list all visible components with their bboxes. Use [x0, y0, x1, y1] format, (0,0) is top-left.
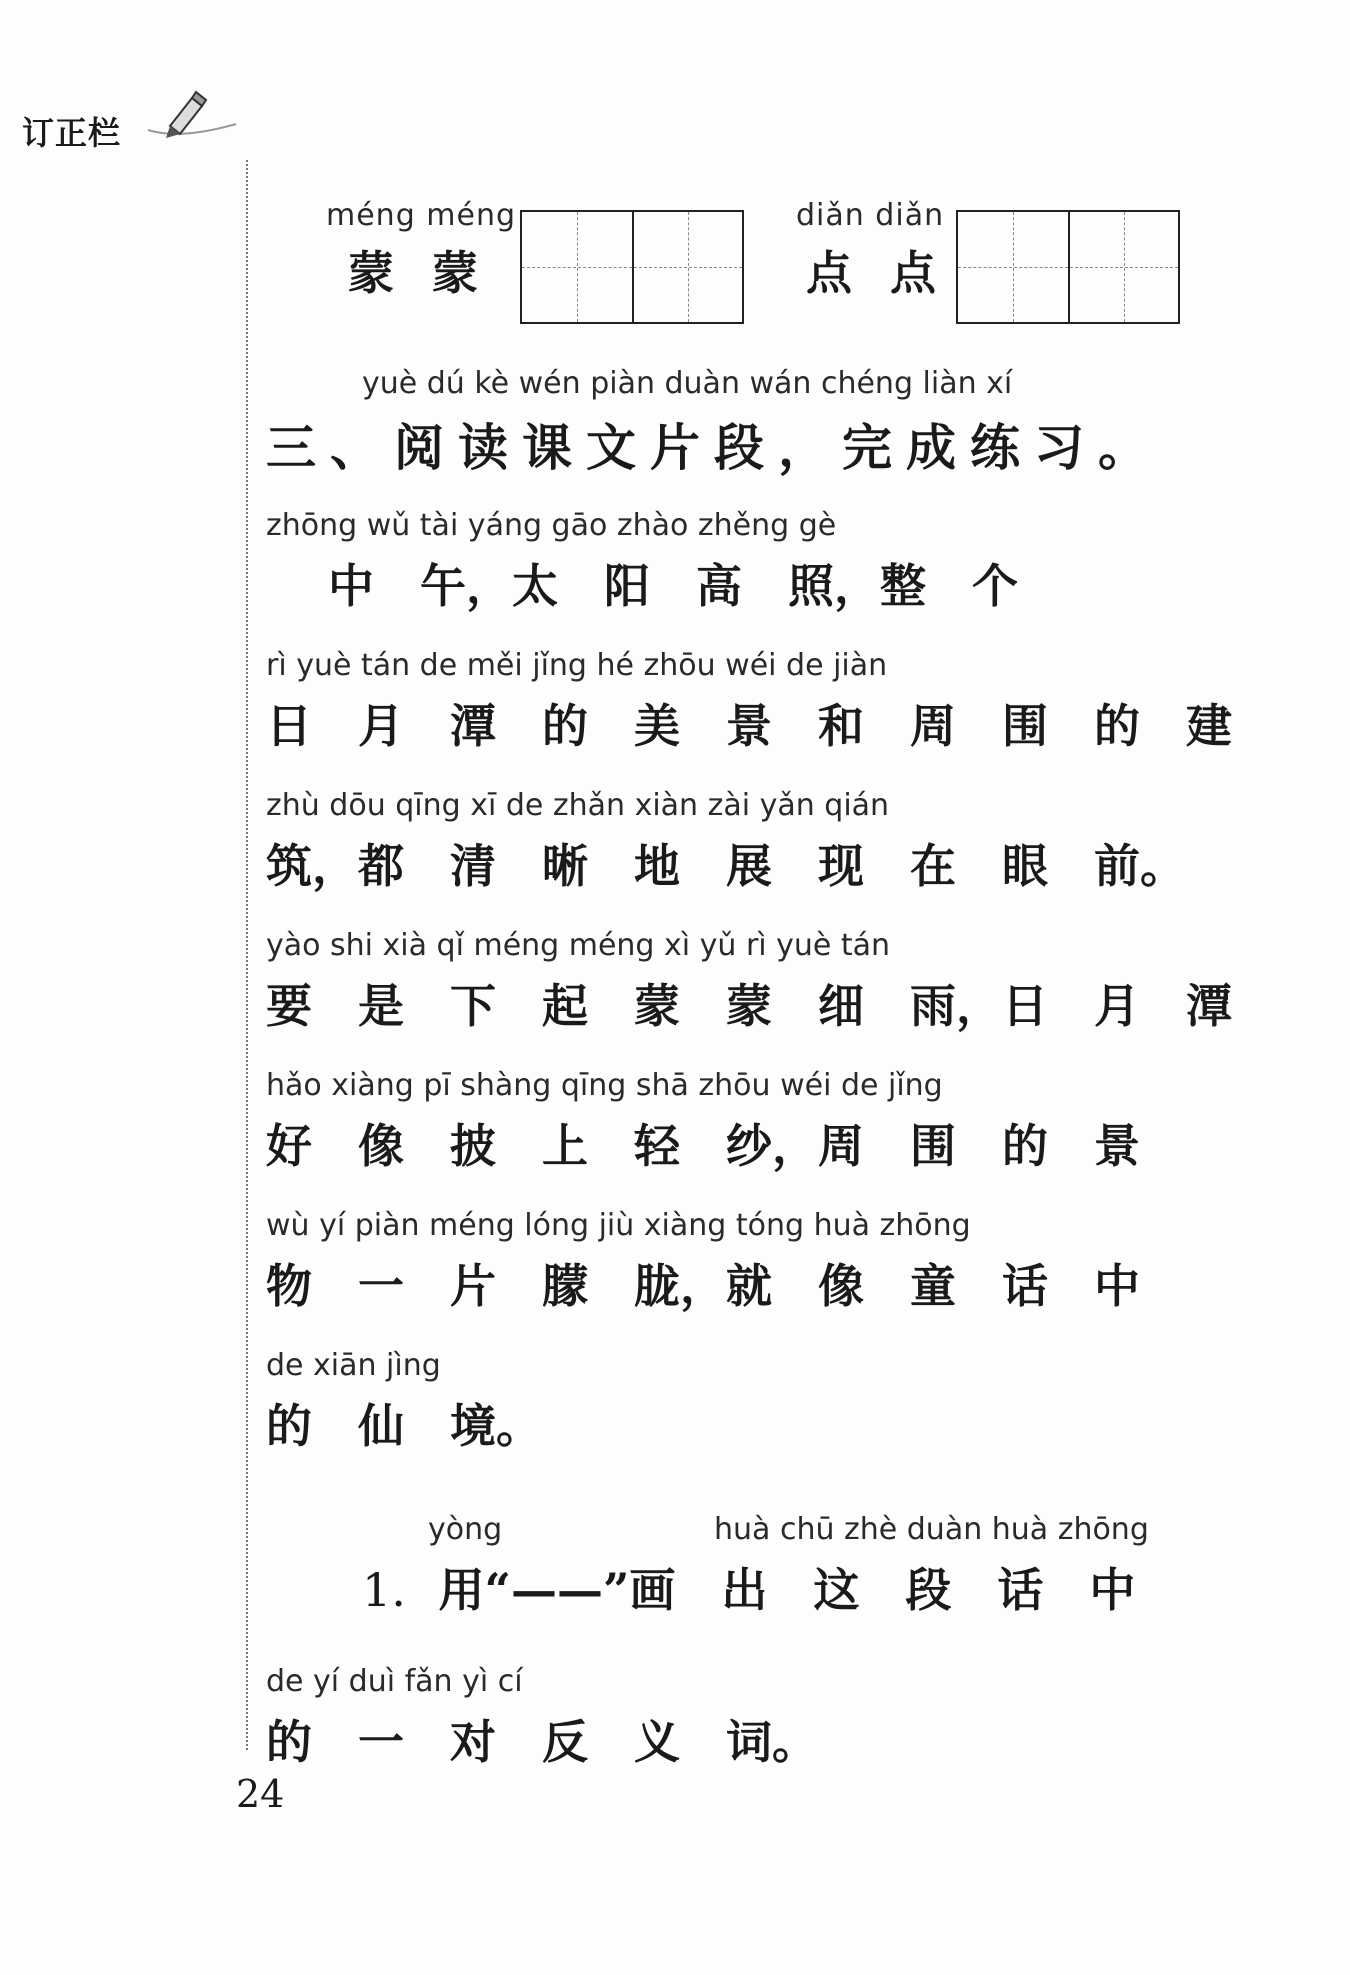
- question-1-text: 用“——”画 出 这 段 话 中: [438, 1563, 1136, 1617]
- vocab-1-chars: 蒙蒙: [348, 246, 516, 300]
- writing-grid-2[interactable]: [956, 210, 1180, 324]
- question-1-text-2: 的 一 对 反 义 词。: [266, 1715, 818, 1769]
- passage-pinyin: wù yí piàn méng lóng jiù xiàng tóng huà zhōng: [266, 1208, 971, 1243]
- vocab-item-1: [326, 198, 516, 303]
- passage-text: 要 是 下 起 蒙 蒙 细 雨，日 月 潭: [266, 979, 1232, 1033]
- section-three-pinyin: yuè dú kè wén piàn duàn wán chéng liàn xí: [362, 366, 1013, 401]
- writing-cell[interactable]: [1068, 212, 1178, 322]
- question-1-pinyin-b: huà chū zhè duàn huà zhōng: [714, 1512, 1149, 1547]
- passage-text: 好 像 披 上 轻 纱，周 围 的 景: [266, 1119, 1140, 1173]
- writing-grid-1[interactable]: [520, 210, 744, 324]
- writing-cell[interactable]: [632, 212, 742, 322]
- passage-pinyin: zhù dōu qīng xī de zhǎn xiàn zài yǎn qián: [266, 788, 890, 823]
- page-number: 24: [236, 1772, 285, 1816]
- passage-text: 物 一 片 朦 胧，就 像 童 话 中: [266, 1259, 1140, 1313]
- question-1-pinyin-a: yòng: [428, 1512, 503, 1547]
- passage-pinyin: yào shi xià qǐ méng méng xì yǔ rì yuè tán: [266, 928, 891, 963]
- passage-pinyin: rì yuè tán de měi jǐng hé zhōu wéi de jiàn: [266, 648, 888, 683]
- vocab-2-chars: 点点: [806, 246, 974, 300]
- margin-divider: [246, 160, 248, 1750]
- passage-text: 日 月 潭 的 美 景 和 周 围 的 建: [266, 699, 1232, 753]
- writing-cell[interactable]: [958, 212, 1068, 322]
- passage-pinyin: hǎo xiàng pī shàng qīng shā zhōu wéi de jǐng: [266, 1068, 943, 1103]
- vocab-2-pinyin: diǎn diǎn: [796, 198, 945, 233]
- vocab-item-2: [796, 198, 974, 303]
- passage-text: 的 仙 境。: [266, 1399, 542, 1453]
- passage-text: 筑，都 清 晰 地 展 现 在 眼 前。: [266, 839, 1186, 893]
- question-1-pinyin-2: de yí duì fǎn yì cí: [266, 1664, 523, 1699]
- passage-pinyin: de xiān jìng: [266, 1348, 441, 1383]
- vocab-1-pinyin: méng méng: [326, 198, 517, 233]
- question-1-number: 1.: [362, 1563, 406, 1617]
- writing-cell[interactable]: [522, 212, 632, 322]
- section-three-title: 三、阅读课文片段，完成练习。: [266, 418, 1162, 477]
- passage-text: 中 午，太 阳 高 照，整 个: [266, 559, 1019, 613]
- pencil-icon: [140, 84, 240, 144]
- correction-column-label: 订正栏: [22, 114, 122, 152]
- passage-pinyin: zhōng wǔ tài yáng gāo zhào zhěng gè: [266, 508, 837, 543]
